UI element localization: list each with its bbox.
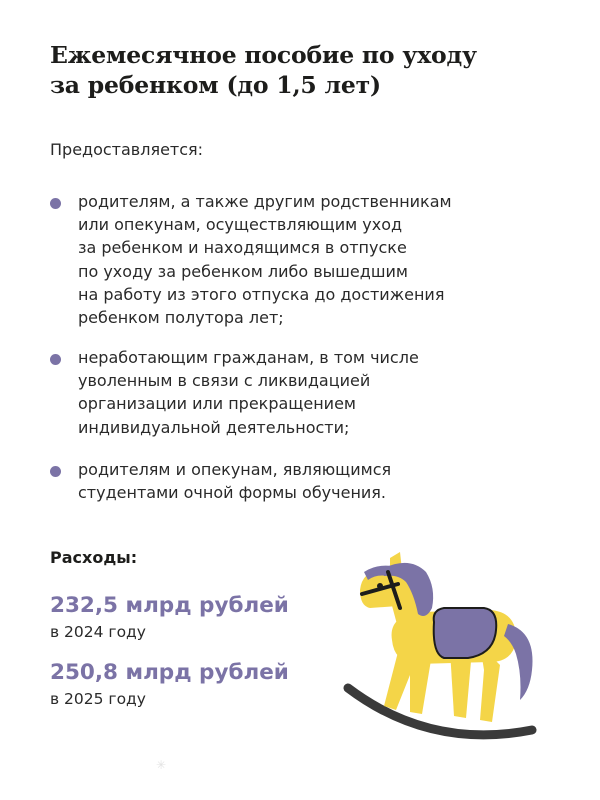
- list-item-line: на работу из этого отпуска до достижения: [78, 284, 445, 304]
- list-item-text: [78, 458, 391, 504]
- intro-text: Предоставляется:: [50, 140, 204, 159]
- list-item-line: родителям и опекунам, являющимся: [78, 460, 392, 479]
- list-item-line: родителям, а также другим родственникам: [78, 192, 452, 211]
- list-item-text: [78, 190, 452, 329]
- list-item-line: или опекунам, осуществляющим уход: [78, 215, 403, 235]
- rocking-horse-icon: [340, 550, 540, 750]
- list-item-line: организации или прекращением: [78, 394, 356, 414]
- bullet-dot-icon: [50, 354, 61, 365]
- list-item-text: [78, 346, 419, 439]
- expense-amount-2025: 250,8 млрд рублей: [50, 660, 289, 685]
- title-line-2: за ребенком (до 1,5 лет): [50, 71, 381, 99]
- list-item-line: уволенным в связи с ликвидацией: [78, 371, 371, 391]
- page-title: [50, 40, 570, 100]
- list-item-line: ребенком полутора лет;: [78, 308, 284, 328]
- list-item-line: за ребенком и находящимся в отпуске: [78, 238, 407, 258]
- list-item-line: студентами очной формы обучения.: [78, 483, 387, 503]
- bullet-dot-icon: [50, 466, 61, 477]
- list-item-line: неработающим гражданам, в том числе: [78, 348, 419, 367]
- list-item-line: индивидуальной деятельности;: [78, 417, 350, 437]
- expense-year-2025: в 2025 году: [50, 690, 146, 708]
- expense-amount-2024: 232,5 млрд рублей: [50, 593, 289, 618]
- sparkle-icon: ✳: [156, 758, 167, 772]
- bullet-dot-icon: [50, 198, 61, 209]
- title-line-1: Ежемесячное пособие по уходу: [50, 41, 477, 69]
- expenses-heading: Расходы:: [50, 548, 138, 567]
- list-item-line: по уходу за ребенком либо вышедшим: [78, 261, 408, 281]
- expense-year-2024: в 2024 году: [50, 623, 146, 641]
